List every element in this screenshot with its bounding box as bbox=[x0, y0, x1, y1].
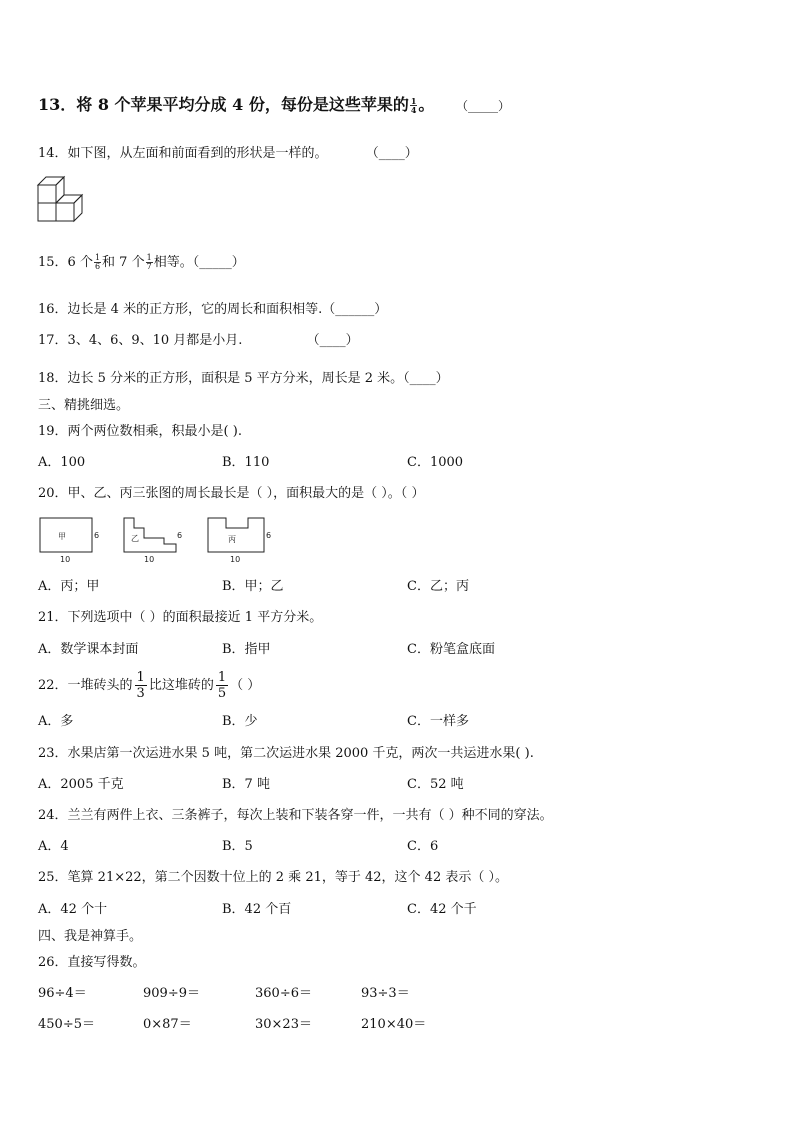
calc-item: 93÷3＝ bbox=[361, 986, 410, 1001]
section-4-heading: 四、我是神算手。 bbox=[38, 929, 143, 944]
q17-answer-blank[interactable]: （____） bbox=[306, 333, 359, 348]
q15-fraction-1: $\frac{1}{6}$ bbox=[94, 253, 101, 271]
q21-option-b[interactable]: B．指甲 bbox=[222, 642, 271, 657]
q22-fraction-1: $\frac{1}{3}$ bbox=[136, 670, 145, 701]
calc-item: 210×40＝ bbox=[361, 1017, 427, 1032]
question-18: 18．边长 5 分米的正方形，面积是 5 平方分米，周长是 2 米。（____） bbox=[38, 371, 449, 386]
calc-item: 30×23＝ bbox=[255, 1017, 312, 1032]
q19-option-b[interactable]: B．110 bbox=[222, 455, 270, 470]
label-yi: 乙 bbox=[131, 534, 139, 543]
question-22: 22．一堆砖头的 $\frac{1}{3}$ 比这堆砖的 $\frac{1}{5}$ （ ） bbox=[38, 670, 261, 701]
q25-option-c[interactable]: C．42 个千 bbox=[407, 902, 477, 917]
calc-item: 360÷6＝ bbox=[255, 986, 312, 1001]
q21-option-c[interactable]: C．粉笔盒底面 bbox=[407, 642, 495, 657]
label-bing: 丙 bbox=[228, 535, 236, 544]
q20-option-a[interactable]: A．丙；甲 bbox=[38, 579, 100, 594]
q22-option-b[interactable]: B．少 bbox=[222, 714, 258, 729]
question-17: 17．3、4、6、9、10 月都是小月. （____） bbox=[38, 333, 359, 348]
q24-option-c[interactable]: C．6 bbox=[407, 839, 439, 854]
label-jia: 甲 bbox=[58, 532, 66, 541]
dim-height-2: 6 bbox=[177, 531, 183, 540]
q20-figures bbox=[36, 514, 276, 566]
dim-height-1: 6 bbox=[94, 531, 100, 540]
q23-option-c[interactable]: C．52 吨 bbox=[407, 777, 464, 792]
q13-text: 13．将 8 个苹果平均分成 4 份，每份是这些苹果的 bbox=[38, 95, 409, 114]
q13-fraction: $\frac{1}{4}$ bbox=[410, 96, 417, 115]
q24-option-a[interactable]: A．4 bbox=[38, 839, 69, 854]
question-20: 20．甲、乙、丙三张图的周长最长是（ ），面积最大的是（ ）。（ ） bbox=[38, 486, 425, 501]
q14-text: 14．如下图，从左面和前面看到的形状是一样的。 bbox=[38, 146, 328, 161]
q23-option-a[interactable]: A．2005 千克 bbox=[38, 777, 124, 792]
calc-item: 450÷5＝ bbox=[38, 1017, 95, 1032]
q22-option-a[interactable]: A．多 bbox=[38, 714, 74, 729]
dim-width-1: 10 bbox=[60, 555, 71, 564]
q19-option-a[interactable]: A．100 bbox=[38, 455, 86, 470]
figure-bing bbox=[208, 518, 264, 552]
figure-jia bbox=[40, 518, 92, 552]
q21-option-a[interactable]: A．数学课本封面 bbox=[38, 642, 139, 657]
question-21: 21．下列选项中（ ）的面积最接近 1 平方分米。 bbox=[38, 610, 323, 625]
q25-option-a[interactable]: A．42 个十 bbox=[38, 902, 108, 917]
question-14 bbox=[38, 145, 418, 163]
q23-option-b[interactable]: B．7 吨 bbox=[222, 777, 270, 792]
dim-width-3: 10 bbox=[230, 555, 241, 564]
question-26: 26．直接写得数。 bbox=[38, 955, 146, 970]
q14-answer-blank[interactable]: （____） bbox=[365, 146, 418, 161]
q24-option-b[interactable]: B．5 bbox=[222, 839, 253, 854]
calc-item: 96÷4＝ bbox=[38, 986, 87, 1001]
question-13: 13．将 8 个苹果平均分成 4 份，每份是这些苹果的 $\frac{1}{4}$ 。 （_____） bbox=[38, 95, 511, 115]
dim-height-3: 6 bbox=[266, 531, 272, 540]
q19-option-c[interactable]: C．1000 bbox=[407, 455, 464, 470]
q13-answer-blank[interactable]: （_____） bbox=[456, 99, 511, 113]
q20-option-b[interactable]: B．甲；乙 bbox=[222, 579, 284, 594]
question-15: 15．6 个 $\frac{1}{6}$ 和 7 个 $\frac{1}{7}$ 相等。（_____） bbox=[38, 253, 245, 271]
q15-fraction-2: $\frac{1}{7}$ bbox=[146, 253, 152, 271]
section-3-heading: 三、精挑细选。 bbox=[38, 398, 130, 413]
question-23: 23．水果店第一次运进水果 5 吨，第二次运进水果 2000 千克，两次一共运进水果( ). bbox=[38, 746, 534, 761]
q22-fraction-2: $\frac{1}{5}$ bbox=[217, 670, 227, 701]
q14-cube-figure bbox=[36, 175, 88, 225]
question-25: 25．笔算 21×22，第二个因数十位上的 2 乘 21，等于 42，这个 42 表示（ ）。 bbox=[38, 870, 508, 885]
question-16: 16．边长是 4 米的正方形，它的周长和面积相等.（______） bbox=[38, 302, 388, 317]
q22-option-c[interactable]: C．一样多 bbox=[407, 714, 469, 729]
calc-item: 0×87＝ bbox=[143, 1017, 192, 1032]
question-24: 24．兰兰有两件上衣、三条裤子，每次上装和下装各穿一件，一共有（ ）种不同的穿法。 bbox=[38, 808, 553, 823]
calc-item: 909÷9＝ bbox=[143, 986, 200, 1001]
dim-width-2: 10 bbox=[144, 555, 155, 564]
q20-option-c[interactable]: C．乙；丙 bbox=[407, 579, 469, 594]
question-19: 19．两个两位数相乘，积最小是( ). bbox=[38, 424, 242, 439]
q25-option-b[interactable]: B．42 个百 bbox=[222, 902, 292, 917]
